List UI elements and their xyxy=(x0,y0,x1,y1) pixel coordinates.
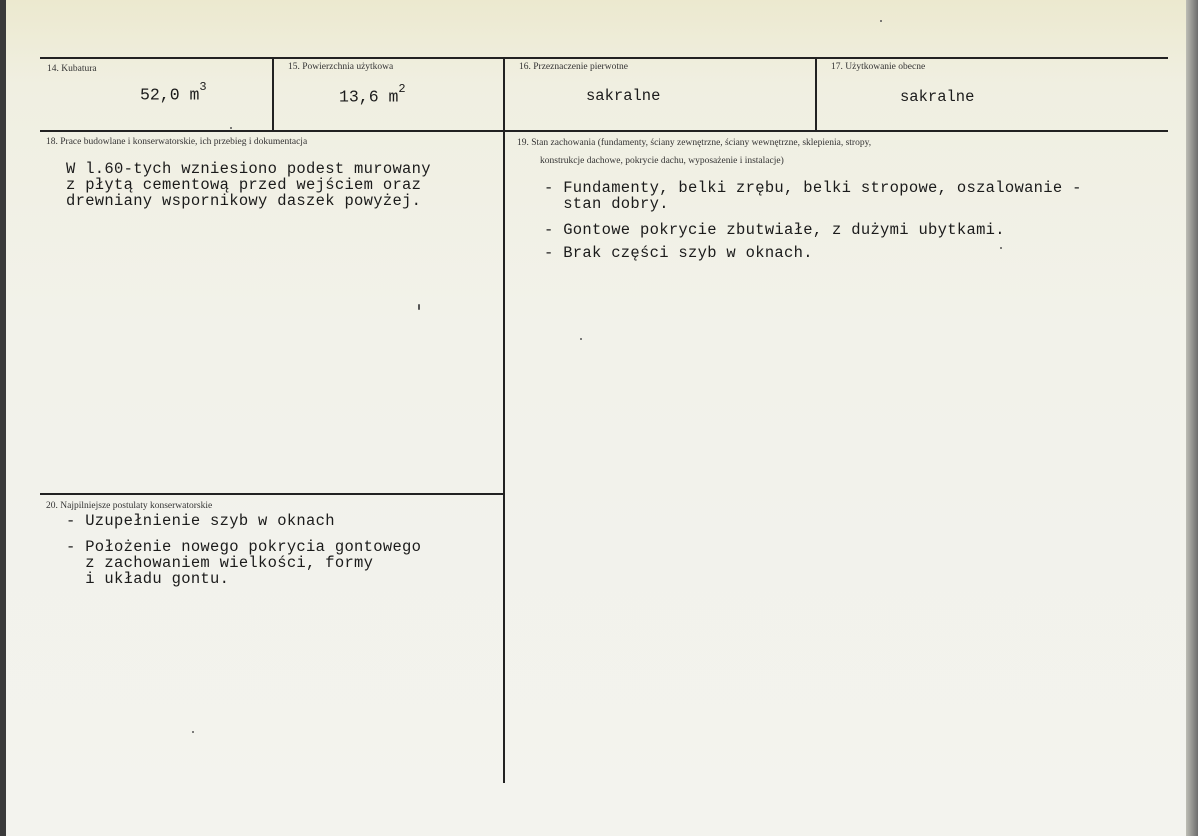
divider-section-20 xyxy=(40,493,503,495)
divider-col-15-16 xyxy=(503,57,505,783)
field-17-label: 17. Użytkowanie obecne xyxy=(831,62,926,72)
field-15-value xyxy=(339,82,406,107)
field-18-text: W l.60-tych wzniesiono podest murowany z płytą cementową przed wejściem oraz drewniany wspornikowy daszek powyżej. xyxy=(66,160,431,210)
paper-speck xyxy=(418,304,420,310)
field-15-label: 15. Powierzchnia użytkowa xyxy=(288,62,394,72)
paper-speck xyxy=(880,20,882,22)
field-15-unit-exponent: 2 xyxy=(398,82,406,96)
divider-col-14-15 xyxy=(272,57,274,131)
paper-speck xyxy=(580,338,582,340)
divider-top xyxy=(40,57,1168,59)
field-19-label-line2: konstrukcje dachowe, pokrycie dachu, wyposażenie i instalacje) xyxy=(540,156,784,166)
divider-row1-bottom xyxy=(40,130,1168,132)
field-17-value: sakralne xyxy=(900,88,975,106)
field-16-label: 16. Przeznaczenie pierwotne xyxy=(519,62,628,72)
field-19-item-2: - Gontowe pokrycie zbutwiałe, z dużymi ubytkami. xyxy=(544,221,1005,239)
inventory-card xyxy=(6,0,1186,836)
field-19-label-line1: 19. Stan zachowania (fundamenty, ściany zewnętrzne, ściany wewnętrzne, sklepienia, stropy, xyxy=(517,138,872,148)
paper-speck xyxy=(230,127,232,129)
field-14-number: 52,0 m xyxy=(140,85,200,105)
field-14-label: 14. Kubatura xyxy=(47,64,97,74)
divider-col-16-17 xyxy=(815,57,817,131)
field-20-item-2: - Położenie nowego pokrycia gontowego z zachowaniem wielkości, formy i układu gontu. xyxy=(66,538,422,588)
field-18-label: 18. Prace budowlane i konserwatorskie, ich przebieg i dokumentacja xyxy=(46,137,308,147)
field-20-label: 20. Najpilniejsze postulaty konserwatorskie xyxy=(46,501,213,511)
field-19-item-1: - Fundamenty, belki zrębu, belki stropowe, oszalowanie - stan dobry. xyxy=(544,179,1082,213)
field-15-number: 13,6 m xyxy=(339,87,399,107)
card-edge-shadow xyxy=(1186,0,1198,836)
field-20-item-1: - Uzupełnienie szyb w oknach xyxy=(66,512,335,530)
paper-speck xyxy=(192,731,194,733)
paper-speck xyxy=(1000,247,1002,249)
field-14-value xyxy=(140,80,207,105)
field-19-label xyxy=(517,134,987,170)
field-14-unit-exponent: 3 xyxy=(199,80,207,94)
field-19-item-3: - Brak części szyb w oknach. xyxy=(544,244,813,262)
field-16-value: sakralne xyxy=(586,87,661,105)
